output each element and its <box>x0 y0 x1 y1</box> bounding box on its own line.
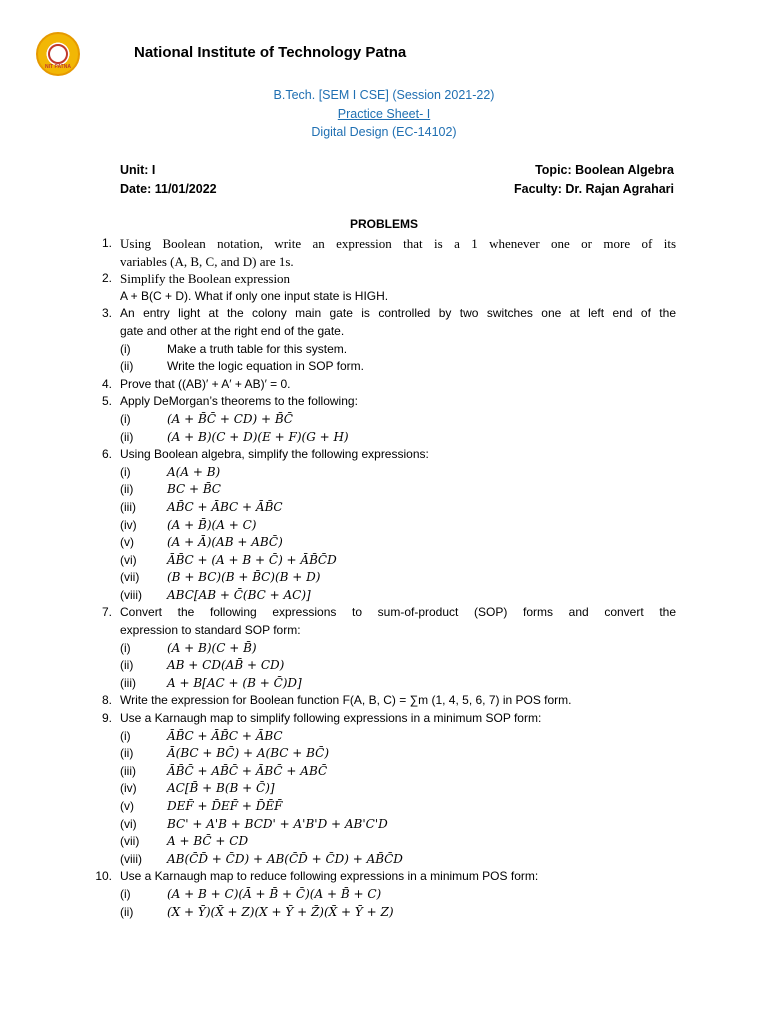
problem-text: Write the expression for Boolean function F(A, B, C) = ∑m (1, 4, 5, 6, 7) in POS form. <box>120 693 572 708</box>
problem-continuation <box>94 253 676 271</box>
sub-problem-label: (i) <box>120 341 131 356</box>
date-label: Date: 11/01/2022 <box>120 182 217 196</box>
sub-problem-label: (viii) <box>120 587 142 602</box>
problem-item <box>94 710 676 728</box>
problem-item <box>94 692 676 710</box>
problem-number: 10. <box>95 869 112 884</box>
sub-problem <box>94 833 676 851</box>
sheet-title: Practice Sheet- I <box>337 107 431 121</box>
logo-emblem <box>48 44 68 64</box>
sub-problem <box>94 358 676 376</box>
problem-text: BC + B̄C <box>167 482 221 497</box>
problem-text: BC' + A'B + BCD' + A'B'D + AB'C'D <box>167 816 388 831</box>
problem-number: 2. <box>101 271 112 286</box>
sub-problem <box>94 552 676 570</box>
problem-text: Apply DeMorgan’s theorems to the following: <box>120 394 358 409</box>
problem-number: 6. <box>101 447 112 462</box>
sub-problem <box>94 569 676 587</box>
sub-problem <box>94 816 676 834</box>
subject-line: Digital Design (EC-14102) <box>311 125 457 139</box>
sub-problem <box>94 763 676 781</box>
problem-text: Use a Karnaugh map to simplify following expressions in a minimum SOP form: <box>120 711 542 726</box>
problem-list <box>94 235 676 921</box>
problem-text: (X + Ȳ)(X̄ + Z)(X + Ȳ + Z̄)(X̄ + Ȳ + Z) <box>167 904 394 919</box>
sub-problem-label: (vii) <box>120 834 140 849</box>
problem-number: 7. <box>101 605 112 620</box>
sub-problem <box>94 904 676 922</box>
problem-item <box>94 393 676 411</box>
problem-text: A + B[AC + (B + C̄)D] <box>167 675 302 690</box>
problem-continuation <box>94 288 676 306</box>
sub-problem-label: (iv) <box>120 517 137 532</box>
problem-text: A + BC̄ + CD <box>167 834 249 849</box>
problem-text: A(A + B) <box>167 464 221 479</box>
problem-text: (A + B)(C + D)(E + F)(G + H) <box>167 429 349 444</box>
sub-problem-label: (i) <box>120 411 131 426</box>
problem-continuation <box>94 323 676 341</box>
problem-text: AB(C̄D̄ + C̄D) + AB(C̄D̄ + C̄D) + AB̄C̄D <box>167 851 403 866</box>
sub-problem <box>94 429 676 447</box>
sub-problem <box>94 517 676 535</box>
sub-problem-label: (vi) <box>120 816 137 831</box>
problem-text: DEF̄ + D̄EF̄ + D̄ĒF̄ <box>167 799 283 813</box>
sub-problem-label: (viii) <box>120 851 142 866</box>
problem-text: AB̄C + ĀBC + ĀB̄C <box>167 499 283 514</box>
problem-text: AC[B̄ + B(B + C̄)] <box>167 781 275 796</box>
problem-text: (A + B + C)(Ā + B̄ + C̄)(A + B̄ + C) <box>167 886 382 901</box>
problem-continuation <box>94 622 676 640</box>
problem-text: Make a truth table for this system. <box>167 341 348 356</box>
problem-text: Using Boolean algebra, simplify the following expressions: <box>120 447 429 462</box>
sub-problem-label: (iii) <box>120 763 136 778</box>
sub-problem <box>94 587 676 605</box>
sub-problem-label: (ii) <box>120 904 134 919</box>
sub-problem <box>94 728 676 746</box>
problem-text: variables (A, B, C, and D) are 1s. <box>120 253 294 269</box>
sub-problem-label: (ii) <box>120 658 134 673</box>
sub-problem-label: (vii) <box>120 570 140 585</box>
sub-problem-label: (i) <box>120 886 131 901</box>
sub-problem-label: (iv) <box>120 781 137 796</box>
sub-problem <box>94 886 676 904</box>
unit-label: Unit: I <box>120 163 156 177</box>
problem-item <box>94 305 676 323</box>
problem-text: ABC[AB + C̄(BC + AC)] <box>167 587 311 602</box>
sub-problem-label: (ii) <box>120 746 134 761</box>
sub-problem <box>94 745 676 763</box>
problem-text: (A + B̄)(A + C) <box>167 517 257 532</box>
sub-problem <box>94 499 676 517</box>
problem-text: Prove that ((AB)′ + A′ + AB)′ = 0. <box>120 376 291 391</box>
problem-number: 3. <box>101 306 112 321</box>
problem-text: ĀB̄C + ĀB̄C + ĀBC <box>167 728 283 743</box>
sub-problem-label: (i) <box>120 464 131 479</box>
sub-problem-label: (v) <box>120 535 134 550</box>
problem-item <box>94 376 676 394</box>
problem-text: (A + B)(C + B̄) <box>167 640 257 655</box>
problem-text: Use a Karnaugh map to reduce following expressions in a minimum POS form: <box>120 869 539 884</box>
faculty-label: Faculty: Dr. Rajan Agrahari <box>514 182 674 196</box>
course-line: B.Tech. [SEM I CSE] (Session 2021-22) <box>273 88 495 102</box>
problem-text: A + B(C + D). What if only one input state is HIGH. <box>120 288 389 303</box>
problem-text: AB + CD(AB̄ + CD) <box>167 658 285 673</box>
topic-label: Topic: Boolean Algebra <box>535 163 674 177</box>
problem-text: Convert the following expressions to sum-of-product (SOP) forms and convert the <box>120 605 676 620</box>
problem-text: (A + Ā)(AB + ABC̄) <box>167 535 283 550</box>
problem-text: gate and other at the right end of the gate. <box>120 323 345 338</box>
sub-problem <box>94 481 676 499</box>
sub-problem <box>94 534 676 552</box>
problem-text: Ā(BC + BC̄) + A(BC + BC̄) <box>167 746 329 761</box>
problem-number: 4. <box>101 376 112 391</box>
problem-number: 5. <box>101 394 112 409</box>
logo-text: NIT PATNA <box>45 64 71 70</box>
problem-text: ĀB̄C̄ + AB̄C̄ + ĀBC̄ + ABC̄ <box>167 763 328 778</box>
problem-number: 8. <box>101 693 112 708</box>
problem-item <box>94 235 676 253</box>
sub-problem-label: (i) <box>120 640 131 655</box>
sub-problem <box>94 798 676 816</box>
problem-text: Using Boolean notation, write an expression that is a 1 whenever one or more of its <box>120 236 676 251</box>
problem-item <box>94 604 676 622</box>
sub-problem <box>94 411 676 429</box>
problem-text: expression to standard SOP form: <box>120 623 301 638</box>
sub-problem <box>94 657 676 675</box>
problem-text: Simplify the Boolean expression <box>120 271 291 287</box>
sub-problem <box>94 851 676 869</box>
institute-name: National Institute of Technology Patna <box>134 44 407 61</box>
sub-problem <box>94 341 676 359</box>
institute-logo <box>36 32 80 76</box>
problem-item <box>94 446 676 464</box>
problem-number: 9. <box>101 711 112 726</box>
problem-text: An entry light at the colony main gate is controlled by two switches one at left end of the <box>120 306 676 321</box>
problem-item <box>94 270 676 288</box>
sub-problem <box>94 780 676 798</box>
sub-problem-label: (iii) <box>120 675 136 690</box>
sub-problem-label: (i) <box>120 728 131 743</box>
sub-problem-label: (ii) <box>120 482 134 497</box>
sub-problem-label: (ii) <box>120 359 134 374</box>
sub-problem-label: (ii) <box>120 429 134 444</box>
problem-text: (B + BC)(B + B̄C)(B + D) <box>167 570 321 585</box>
problem-text: ĀB̄C + (A + B + C̄) + ĀB̄C̄D <box>167 552 337 567</box>
problem-text: Write the logic equation in SOP form. <box>167 359 364 374</box>
problem-text: (A + B̄C̄ + CD) + B̄C̄ <box>167 411 293 426</box>
sub-problem <box>94 640 676 658</box>
sub-problem-label: (vi) <box>120 552 137 567</box>
sub-problem-label: (v) <box>120 799 134 813</box>
problem-item <box>94 868 676 886</box>
sub-problem <box>94 464 676 482</box>
problem-number: 1. <box>101 236 112 250</box>
sub-problem <box>94 675 676 693</box>
sub-problem-label: (iii) <box>120 499 136 514</box>
problems-heading: PROBLEMS <box>349 217 418 231</box>
